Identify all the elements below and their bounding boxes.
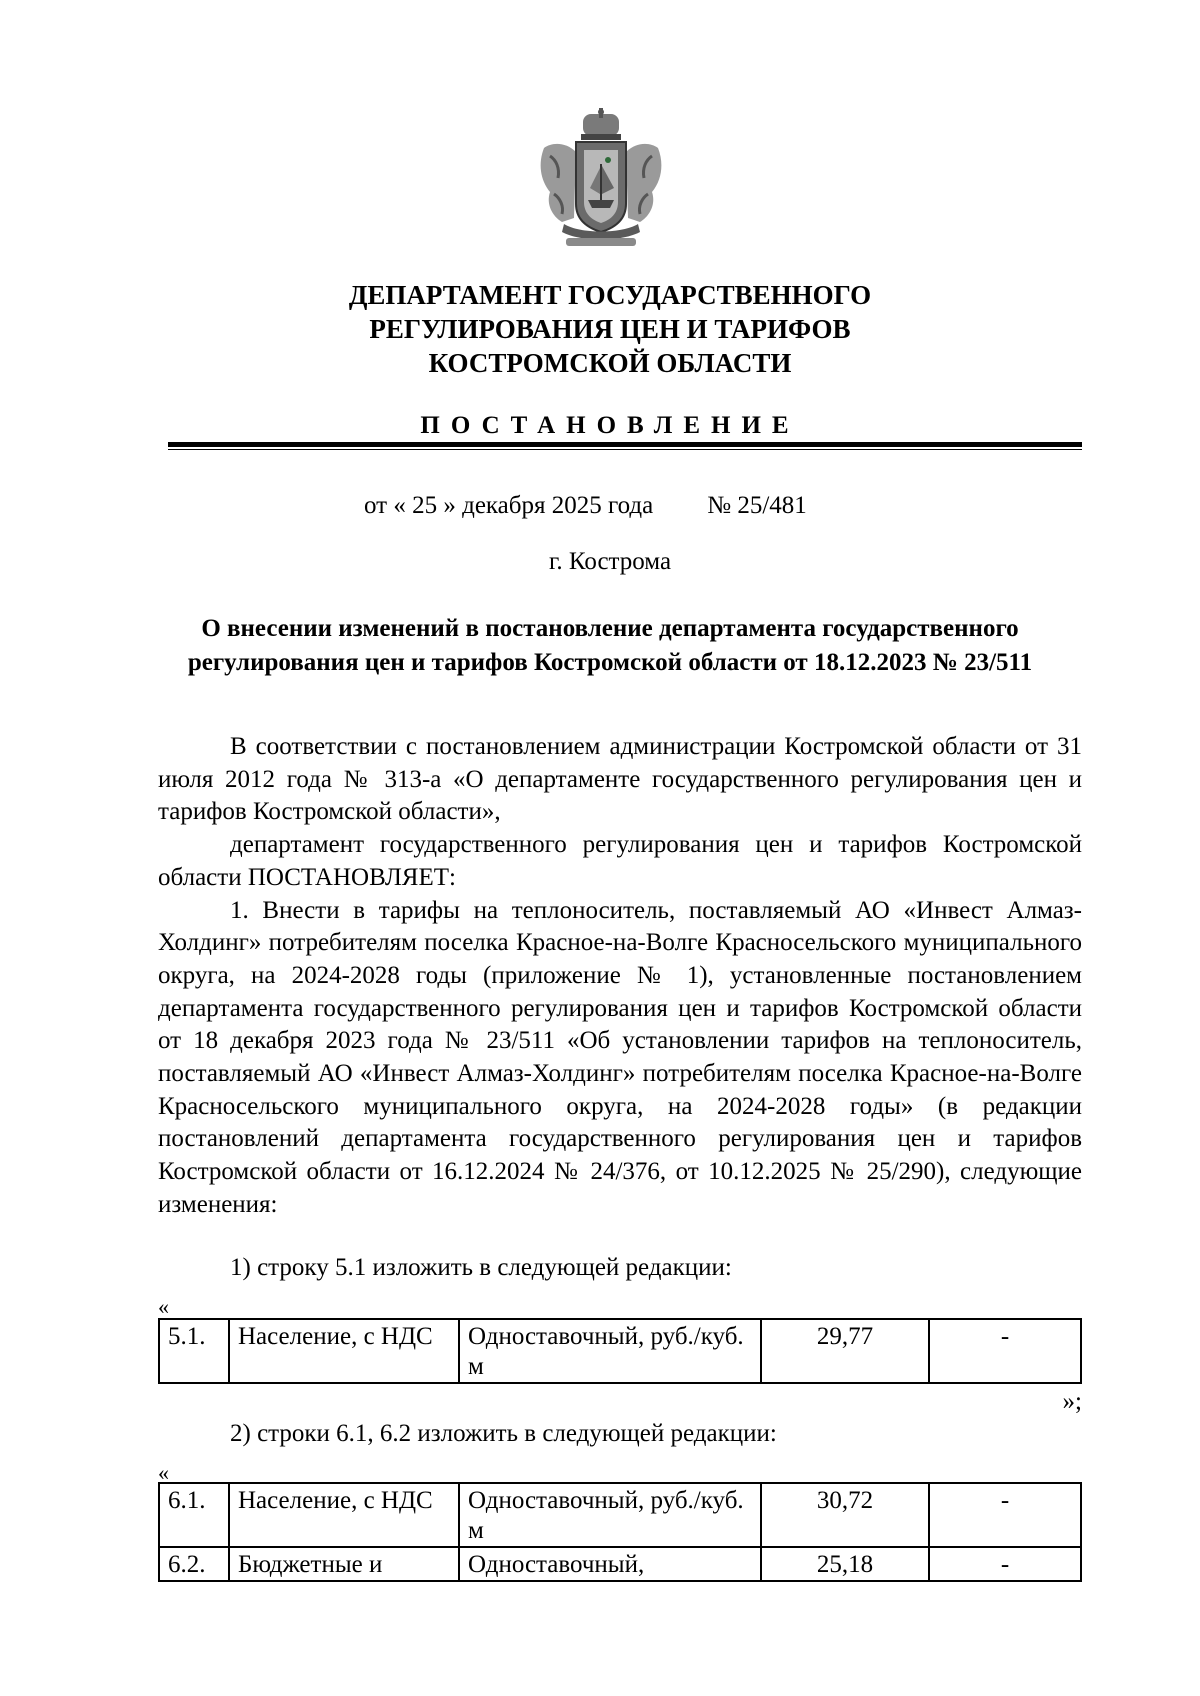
- document-type: ПОСТАНОВЛЕНИЕ: [420, 412, 800, 439]
- document-title: [140, 612, 1080, 680]
- document-number: № 25/481: [707, 492, 807, 519]
- consumer-cell: Население, с НДС: [229, 1483, 459, 1547]
- tariff-extra-cell: -: [929, 1547, 1081, 1581]
- tariff-value-cell: 29,77: [761, 1319, 929, 1383]
- tariff-table-2: [158, 1482, 1082, 1582]
- header-divider-thick: [168, 442, 1082, 447]
- amendment-item-2: 2) строки 6.1, 6.2 изложить в следующей редакции:: [230, 1420, 777, 1447]
- row-number-cell: 5.1.: [159, 1319, 229, 1383]
- body-paragraph: 1. Внести в тарифы на теплоноситель, поставляемый АО «Инвест Алмаз-Холдинг» потребителям поселка Красное-на-Волге Красносельского муниципального округа, на 2024-2028 годы (приложение № 1), установленные постановлением департамента государственного регулирования цен и тарифов Костромской области от 18 декабря 2023 года № 23/511 «Об установлении тарифов на теплоноситель, поставляемый АО «Инвест Алмаз-Холдинг» потребителям поселка Красное-на-Волге Красносельского муниципального округа, на 2024-2028 годы» (в редакции постановлений департамента государственного регулирования цен и тарифов Костромской области от 16.12.2024 № 24/376, от 10.12.2025 № 25/290), следующие изменения:: [158, 896, 1082, 1218]
- tariff-value-cell: 30,72: [761, 1483, 929, 1547]
- table-row: [159, 1547, 1081, 1581]
- department-name: [160, 278, 1060, 380]
- document-city: г. Кострома: [548, 548, 672, 575]
- tariff-extra-cell: -: [929, 1319, 1081, 1383]
- tariff-type-cell: Одноставочный,: [459, 1547, 761, 1581]
- department-name-line: РЕГУЛИРОВАНИЯ ЦЕН И ТАРИФОВ: [369, 314, 851, 344]
- table-row: [159, 1319, 1081, 1383]
- consumer-cell: Население, с НДС: [229, 1319, 459, 1383]
- document-date-line: [364, 492, 807, 520]
- row-number-cell: 6.2.: [159, 1547, 229, 1581]
- quote-close-mark: »;: [1062, 1388, 1082, 1415]
- consumer-cell: Бюджетные и: [229, 1547, 459, 1581]
- document-title-line: О внесении изменений в постановление департамента государственного: [201, 615, 1019, 642]
- department-name-line: ДЕПАРТАМЕНТ ГОСУДАРСТВЕННОГО: [348, 280, 872, 310]
- amendment-item-1: 1) строку 5.1 изложить в следующей редакции:: [230, 1254, 732, 1281]
- tariff-type-cell: Одноставочный, руб./куб. м: [459, 1319, 761, 1383]
- table-row: [159, 1483, 1081, 1547]
- department-name-line: КОСТРОМСКОЙ ОБЛАСТИ: [428, 348, 792, 378]
- tariff-value-cell: 25,18: [761, 1547, 929, 1581]
- tariff-type-cell: Одноставочный, руб./куб. м: [459, 1483, 761, 1547]
- header-divider-thin: [168, 449, 1082, 450]
- document-title-line: регулирования цен и тарифов Костромской области от 18.12.2023 № 23/511: [187, 649, 1033, 676]
- document-date: от « 25 » декабря 2025 года: [364, 492, 654, 519]
- kostroma-region-coat-of-arms-icon: [536, 108, 666, 250]
- tariff-extra-cell: -: [929, 1483, 1081, 1547]
- tariff-table-1: [158, 1318, 1082, 1384]
- body-paragraph: В соответствии с постановлением администрации Костромской области от 31 июля 2012 года № 313-а «О департаменте государственного регулирования цен и тарифов Костромской области»,: [158, 733, 1082, 826]
- quote-open-mark: «: [158, 1460, 169, 1485]
- quote-open-mark: «: [158, 1294, 169, 1319]
- body-paragraph: департамент государственного регулирования цен и тарифов Костромской области ПОСТАНОВЛЯЕТ:: [158, 831, 1082, 891]
- document-body: [158, 731, 1082, 1222]
- row-number-cell: 6.1.: [159, 1483, 229, 1547]
